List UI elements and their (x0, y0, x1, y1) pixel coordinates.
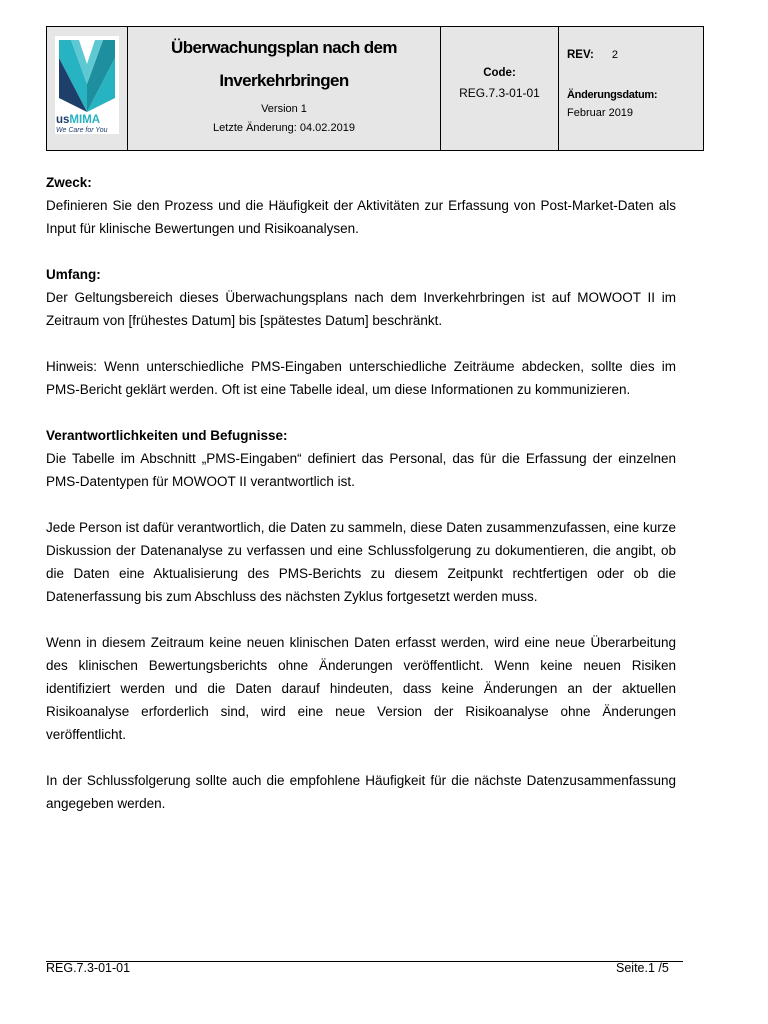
change-date-label: Änderungsdatum: (567, 89, 658, 101)
svg-text:We Care for You: We Care for You (56, 127, 108, 134)
code-value: REG.7.3-01-01 (459, 86, 540, 100)
document-header (46, 26, 704, 151)
scope-heading: Umfang: (46, 267, 101, 282)
rev-label: REV: (567, 49, 594, 61)
footer-divider (46, 961, 683, 962)
last-change-text: Letzte Änderung: 04.02.2019 (213, 122, 355, 134)
responsibilities-text-1: Die Tabelle im Abschnitt „PMS-Eingaben“ definiert das Personal, das für die Erfassung der einzelnen PMS-Datentypen für MOWOOT II verantwortlich ist. (46, 451, 676, 489)
responsibilities-heading: Verantwortlichkeiten und Befugnisse: (46, 428, 288, 443)
svg-text:usMIMA: usMIMA (56, 114, 101, 126)
scope-text: Der Geltungsbereich dieses Überwachungsplans nach dem Inverkehrbringen ist auf MOWOOT II im Zeitraum von [frühestes Datum] bis [spätestes Datum] beschränkt. (46, 290, 676, 328)
purpose-text: Definieren Sie den Prozess und die Häufigkeit der Aktivitäten zur Erfassung von Post-Market-Daten als Input für klinische Bewertungen und Risikoanalysen. (46, 198, 676, 236)
responsibilities-text-3: Wenn in diesem Zeitraum keine neuen klinischen Daten erfasst werden, wird eine neue Überarbeitung des klinischen Bewertungsberichts ohne Änderungen veröffentlicht. Wenn keine neuen Risiken identifiziert werden und die Daten darauf hindeuten, dass keine Änderungen an der aktuellen Risikoanalyse erforderlich sind, wird eine neue Version der Risikoanalyse ohne Änderungen veröffentlicht. (46, 635, 676, 742)
revision-cell (559, 27, 704, 151)
purpose-heading: Zweck: (46, 175, 92, 190)
version-text: Version 1 (261, 103, 307, 115)
rev-value: 2 (611, 49, 618, 61)
document-title-line2: Inverkehrbringen (219, 71, 349, 90)
responsibilities-text-2: Jede Person ist dafür verantwortlich, die Daten zu sammeln, diese Daten zusammenzufassen, eine kurze Diskussion der Datenanalyse zu verfassen und eine Schlussfolgerung zu dokumentieren, die angibt, ob die Daten eine Aktualisierung des PMS-Berichts zu diesem Zeitpunkt rechtfertigen oder ob die Datenerfassung bis zum Abschluss des nächsten Zyklus fortgesetzt werden muss. (46, 520, 676, 604)
document-title-line1: Überwachungsplan nach dem (171, 38, 397, 57)
title-cell (128, 27, 441, 151)
footer-page-number: Seite.1 /5 (616, 961, 669, 975)
scope-note: Hinweis: Wenn unterschiedliche PMS-Eingaben unterschiedliche Zeiträume abdecken, sollte dies im PMS-Bericht geklärt werden. Oft ist eine Tabelle ideal, um diese Informationen zu kommunizieren. (46, 359, 676, 397)
responsibilities-text-4: In der Schlussfolgerung sollte auch die empfohlene Häufigkeit für die nächste Datenzusammenfassung angegeben werden. (46, 773, 676, 811)
logo-mark-icon (55, 36, 119, 134)
footer-code: REG.7.3-01-01 (46, 961, 131, 975)
code-cell (441, 27, 559, 151)
document-body (46, 171, 676, 815)
code-label: Code: (483, 67, 516, 79)
company-logo (55, 36, 119, 134)
logo-cell (47, 27, 128, 151)
change-date-value: Februar 2019 (567, 107, 634, 119)
